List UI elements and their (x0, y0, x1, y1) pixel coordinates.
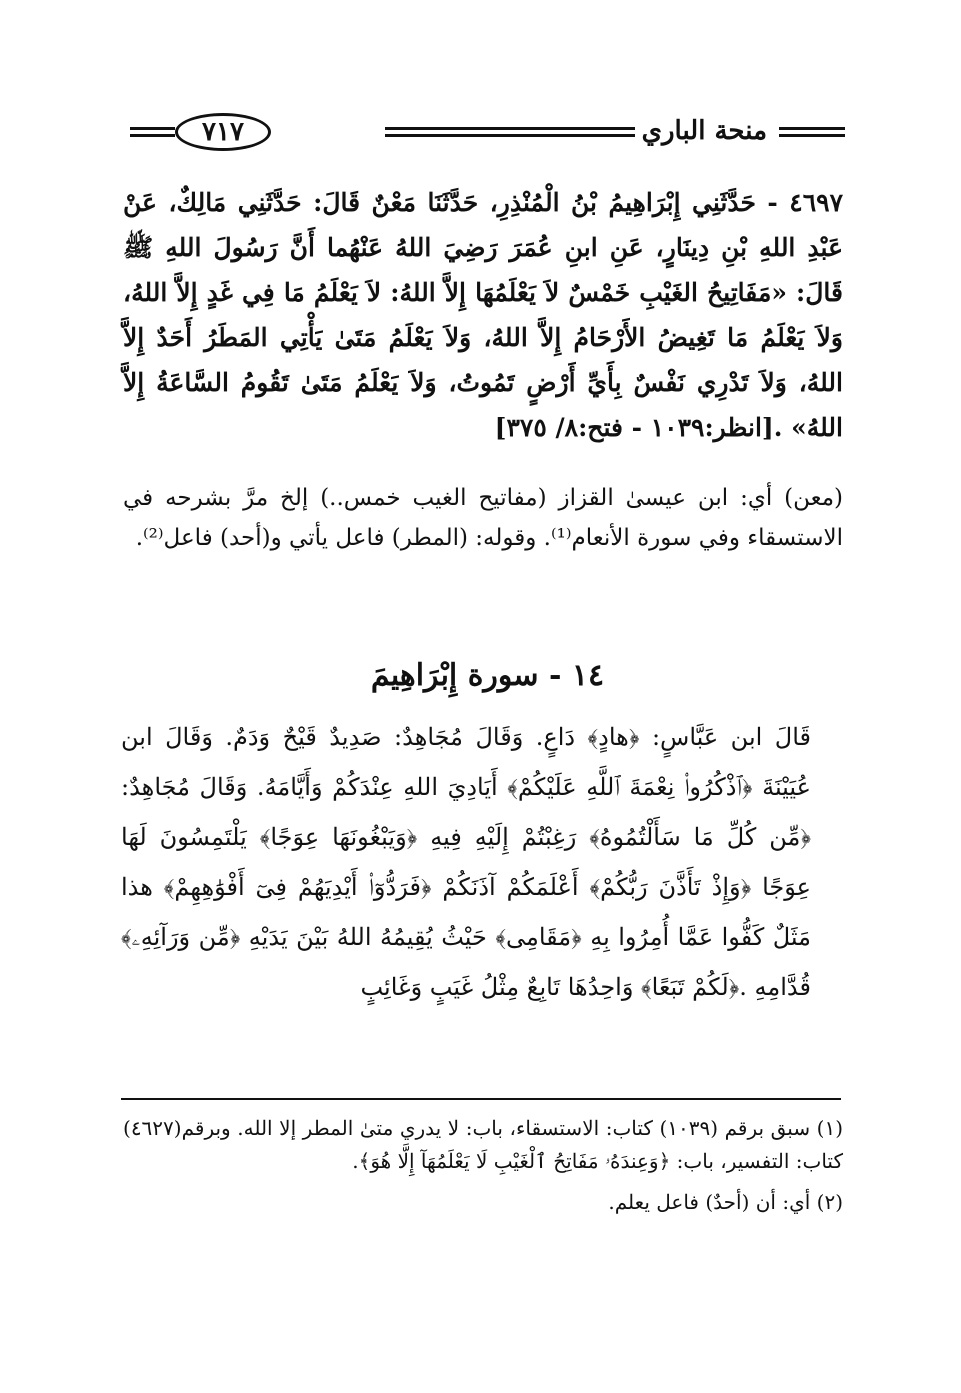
book-title: منحة الباري (641, 116, 767, 146)
page-header (130, 110, 845, 156)
footnote-2: (٢) أي: أن (أحدٌ) فاعل يعلم. (608, 1190, 843, 1214)
section-title: ١٤ - سورة إِبْرَاهِيمَ (370, 658, 605, 693)
footnotes (123, 1112, 843, 1227)
footnote-1: (١) سبق برقم (١٠٣٩) كتاب: الاستسقاء، باب: لا يدري متىٰ المطر إلا الله. وبرقم(٤٦٢٧) كتاب: التفسير، باب: ﴿وَعِندَهُۥ مَفَاتِحُ ٱلْغَيْبِ لَا يَعْلَمُهَآ إِلَّا هُوَ﴾. (123, 1116, 844, 1173)
header-rule-middle (385, 127, 635, 137)
page-number-badge: ٧١٧ (175, 113, 271, 151)
explanation-text: (معن) أي: ابن عيسىٰ القزاز (مفاتيح الغيب خمس..) إلخ مرَّ بشرحه في الاستسقاء وفي سورة الأنعام⁽¹⁾. وقوله: (المطر) فاعل يأتي و(أحد) فاعل⁽²⁾. (123, 485, 843, 551)
commentary-text: قَالَ ابن عَبَّاسٍ: ﴿هادٍ﴾ دَاعٍ. وَقَالَ مُجَاهِدٌ: صَدِيدٌ قَيْحٌ وَدَمٌ. وَقَالَ ابن عُيَيْنَةَ ﴿ٱذْكُرُوا۟ نِعْمَةَ ٱللَّهِ عَلَيْكُمْ﴾ أَيَادِيَ اللهِ عِنْدَكُمْ وَأَيَّامَهُ. وَقَالَ مُجَاهِدٌ: ﴿مِّن كُلِّ مَا سَأَلْتُمُوهُ﴾ رَغِبْتُمْ إِلَيْهِ فِيهِ ﴿وَيَبْغُونَهَا عِوَجًا﴾ يَلْتَمِسُونَ لَهَا عِوَجًا ﴿وَإِذْ تَأَذَّنَ رَبُّكُمْ﴾ أَعْلَمَكُمْ آذَنَكُمْ ﴿فَرَدُّوٓا۟ أَيْدِيَهُمْ فِىٓ أَفْوَٰهِهِمْ﴾ هذا مَثَلٌ كَفُّوا عَمَّا أُمِرُوا بِهِ ﴿مَقَامِى﴾ حَيْثُ يُقِيمُهُ اللهُ بَيْنَ يَدَيْهِ ﴿مِّن وَرَآئِهِۦ﴾ قُدَّامِهِ .﴿لَكُمْ تَبَعًا﴾ وَاحِدُهَا تَابِعٌ مِثْلُ غَيَبٍ وَغَائِبٍ (121, 723, 811, 1001)
header-rule-left (130, 127, 175, 137)
hadith-text: ٤٦٩٧ - حَدَّثَنِي إِبْرَاهِيمُ بْنُ الْمُنْذِرِ، حَدَّثَنَا مَعْنٌ قَالَ: حَدَّثَنِي مَالِكٌ، عَنْ عَبْدِ اللهِ بْنِ دِينَارٍ، عَنِ ابنِ عُمَرَ رَضِيَ اللهُ عَنْهُما أَنَّ رَسُولَ اللهِ ﷺ قَالَ: «مَفَاتِيحُ الغَيْبِ خَمْسٌ لاَ يَعْلَمُهَا إِلاَّ اللهُ: لاَ يَعْلَمُ مَا فِي غَدٍ إِلاَّ اللهُ، وَلاَ يَعْلَمُ مَا تَغِيضُ الأَرْحَامُ إِلاَّ اللهُ، وَلاَ يَعْلَمُ مَتَىٰ يَأْتِي المَطَرُ أَحَدٌ إِلاَّ اللهُ، وَلاَ تَدْرِي نَفْسٌ بِأَيِّ أَرْضٍ تَمُوتُ، وَلاَ يَعْلَمُ مَتَىٰ تَقُومُ السَّاعَةُ إِلاَّ اللهُ» .[انظر:١٠٣٩ - فتح:٨/ ٣٧٥] (123, 188, 843, 442)
header-rule-right (779, 127, 845, 137)
footnote-divider (121, 1098, 841, 1100)
